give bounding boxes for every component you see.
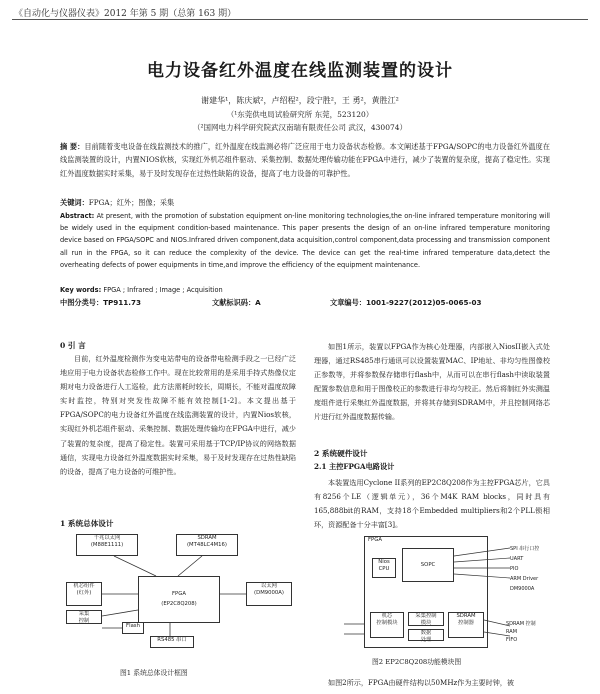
section-2-1-text: 本装置选用Cyclone II系列的EP2C8Q208作为主控FPGA芯片，它具有8256个LE（逻辑单元），36个M4K RAM blocks，同时具有165,888bit的RAM，支持18个Embedded multipliers和2个PLL锁相环，资源配备十分丰富[3]。 bbox=[314, 478, 550, 530]
fig1-block-rs485: RS485 串口 bbox=[150, 636, 194, 648]
header-rule bbox=[12, 19, 588, 20]
bottom-text: 如图2所示，FPGA由硬件结构以50MHz作为主要时钟，被 bbox=[328, 678, 514, 687]
keywords-label: 关键词： bbox=[60, 198, 89, 207]
authors: 谢建华¹，陈庆斌²，卢绍程²，段宁胜²，王 勇²，黄胜江² bbox=[201, 96, 399, 105]
fig2-label-uart: UART bbox=[510, 556, 524, 562]
fig2-right-labels bbox=[510, 544, 539, 594]
fig1-block-flash: Flash bbox=[122, 622, 144, 634]
abstract-label: 摘 要： bbox=[60, 142, 85, 151]
keywords-zh bbox=[60, 196, 550, 209]
fig2-block-sdram-ctrl: SDRAM 控制器 bbox=[448, 612, 484, 638]
fig2-block-core-ctrl: 机芯 控制模块 bbox=[370, 612, 404, 638]
fig1-block-ir-core: 机芯组件 (红外) bbox=[66, 582, 102, 606]
intro-heading: 0 引 言 bbox=[60, 341, 86, 350]
abstract-en bbox=[60, 210, 550, 271]
figure-2-caption: 图2 EP2C8Q208功能模块图 bbox=[372, 658, 462, 666]
article-number: 文章编号：1001-9227(2012)05-0065-03 bbox=[330, 298, 482, 307]
fig2-block-acq-ctrl: 采集控制 模块 bbox=[408, 612, 444, 626]
fig1-block-ethernet-phy: 千兆以太网 (M88E1111) bbox=[76, 534, 138, 556]
right-intro-text: 如图1所示，装置以FPGA作为核心处理器，内部嵌入NiosII嵌入式处理器，通过RS485串行通讯可以设置装置MAC、IP地址、非均匀性图像校正参数等，并将参数保存储串行flash中，从而可以在串行flash中读取装置配置参数信息和用于图像校正的参数进行非均匀校正。然后将制红外实测温度组件进行采集红外温度数据，并将其存储到SDRAM中，并且控制网络芯片进行红外温度数据传输。 bbox=[314, 342, 550, 422]
fig1-block-acq-ctrl: 采集 控制 bbox=[66, 610, 102, 624]
fig2-label-ram: RAM bbox=[506, 629, 518, 635]
fig2-block-sopc: SOPC bbox=[402, 548, 454, 582]
abstract-text: 目前随着变电设备在线监测技术的推广，红外温度在线监测必将广泛应用于电力设备状态检修。本文阐述基于FPGA/SOPC的电力设备红外温度在线监测装置的设计，内置NIOS软核，实现红外机芯组件驱动、采集控制、数据处理传输功能在FPGA中进行，减少了装置的复杂度，提高了稳定性。实现红外温度数据实时采集，易于及时发现存在过热性缺陷的设备，提高了电力设备的可靠护性。 bbox=[60, 142, 550, 178]
abstract-en-text: At present, with the promotion of substation equipment on-line monitoring technologies,the on-line infrared temperature monitoring will be widely used in the equipment condition-based maintenance. This paper presents the design of an on-line infrared temperature monitoring device based on FPGA/SOPC and NIOS.Infrared driven component,data acquisition,control component,data processing and transmission component all run in the FPGA, so it can reduce the complexity of the device. The device can get the real-time infrared temperature data,detect the overheating defects of power equipments in time,and improve the efficiency of the equipment maintenance. bbox=[60, 212, 550, 269]
fig2-label-fifo: FIFO bbox=[506, 637, 518, 643]
fig2-block-fpga: FPGA bbox=[364, 536, 488, 648]
keywords-text: FPGA；红外；图像；采集 bbox=[88, 198, 175, 207]
fig2-block-data-proc: 数据 处理 bbox=[408, 629, 444, 641]
fig1-block-ethernet: 以太网 (DM9000A) bbox=[246, 582, 292, 606]
keywords-en-label: Key words: bbox=[60, 286, 102, 294]
figure-1 bbox=[60, 530, 296, 650]
fig2-label-dm9000a: DM9000A bbox=[510, 586, 535, 592]
fig2-label-pio: PIO bbox=[510, 566, 519, 572]
figure-2 bbox=[314, 534, 550, 652]
fig2-label-arm: ARM Driver bbox=[510, 576, 539, 582]
section-1-heading: 1 系统总体设计 bbox=[60, 519, 114, 528]
keywords-en bbox=[60, 284, 550, 296]
fig2-bottom-labels bbox=[506, 620, 536, 644]
affiliation-2: （²国网电力科学研究院武汉南瑞有限责任公司 武汉，430074） bbox=[192, 123, 408, 132]
intro-text: 目前，红外温度检测作为变电站带电的设备带电检测手段之一已经广泛地应用于电力设备状态检修工作中。现在比较常用的是采用手持式热像仪定期对电力设备进行人工巡检，此方法需耗时较长，周期长，不能对温度故障实时监控，特别对突发性故障不能有效控制[1-2]。本文提出基于FPGA/SOPC的电力设备红外温度在线监测装置的设计，内置Nios软核，实现红外机芯组件驱动、采集控制、数据处理传输均在FPGA中进行，减少了装置的复杂度，提高了稳定性。装置可采用基于TCP/IP协议的网络数据通信，实现电力设备红外温度数据实时采集，易于及时发现存在过热性缺陷的设备，提高了电力设备的可维护性。 bbox=[60, 354, 296, 476]
section-2-heading: 2 系统硬件设计 bbox=[314, 449, 368, 458]
keywords-en-text: FPGA ; Infrared ; Image ; Acquisition bbox=[103, 286, 223, 294]
journal-header: 《自动化与仪器仪表》2012 年第 5 期（总第 163 期） bbox=[14, 9, 237, 19]
fig2-label-sdram: SDRAM 控制 bbox=[506, 621, 536, 627]
fig2-block-nios-cpu: Nios CPU bbox=[372, 558, 396, 578]
figure-1-caption: 图1 系统总体设计框图 bbox=[120, 669, 188, 677]
fig2-label-spi: SPI 串行口控 bbox=[510, 546, 540, 552]
paper-title: 电力设备红外温度在线监测装置的设计 bbox=[147, 61, 453, 81]
clc-number: 中图分类号：TP911.73 bbox=[60, 298, 142, 307]
fig1-block-fpga: FPGA (EP2C8Q208) bbox=[138, 576, 220, 623]
doc-code: 文献标识码：A bbox=[212, 298, 261, 307]
affiliation-1: （¹东莞供电局试验研究所 东莞，523120） bbox=[226, 110, 374, 119]
abstract-en-label: Abstract: bbox=[60, 212, 95, 220]
abstract-zh bbox=[60, 140, 550, 180]
section-2-1-heading: 2.1 主控FPGA电路设计 bbox=[314, 462, 395, 471]
fig1-block-sdram: SDRAM (MT48LC4M16) bbox=[176, 534, 238, 556]
